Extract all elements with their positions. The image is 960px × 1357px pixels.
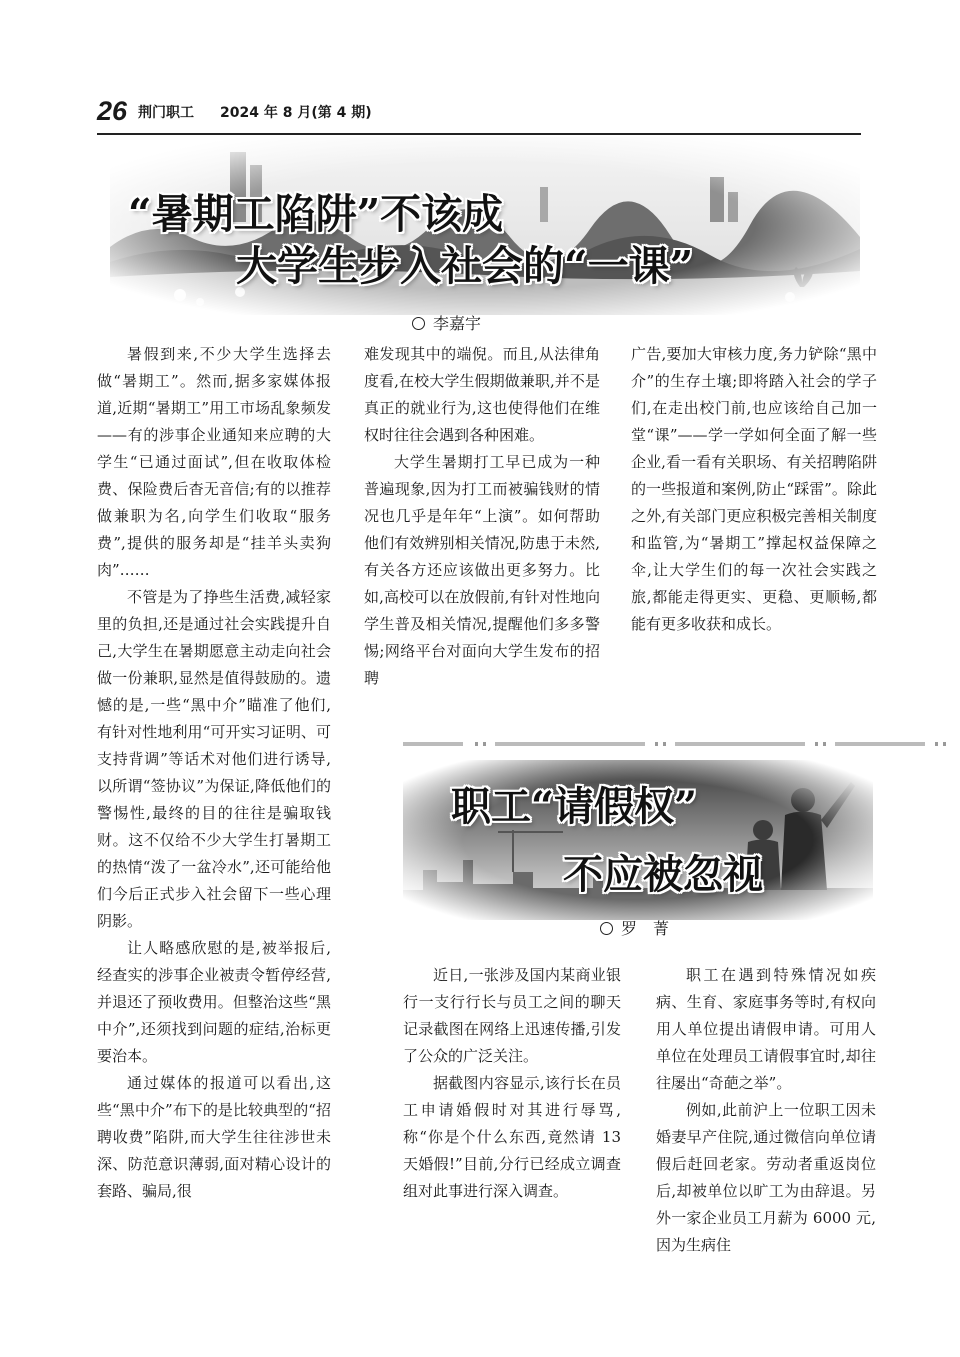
paragraph: 大学生暑期打工早已成为一种普遍现象,因为打工而被骗钱财的情况也几乎是年年“上演”。如何帮助他们有效辨别相关情况,防患于未然,有关各方还应该做出更多努力。比如,高校可以在放假前,有针对性地向学生普及相关情况,提醒他们多多警惕;网络平台对面向大学生发布的招聘 <box>364 453 600 687</box>
article1-column3 <box>631 341 877 638</box>
article1-column1 <box>97 341 331 1205</box>
article2-title-line1: 职工“请假权” <box>451 783 698 830</box>
article2-banner <box>403 760 873 920</box>
article1-author: 李嘉宇 <box>433 314 482 333</box>
article1-byline <box>412 314 481 334</box>
header-rule <box>97 133 861 135</box>
article1-column2 <box>364 341 600 692</box>
paragraph: 职工在遇到特殊情况如疾病、生育、家庭事务等时,有权向用人单位提出请假申请。可用人单位在处理员工请假事宜时,却往往屡出“奇葩之举”。 <box>656 966 876 1092</box>
page-number: 26 <box>97 96 128 126</box>
article2-column2 <box>656 962 876 1259</box>
circle-icon <box>600 922 613 935</box>
paragraph: 据截图内容显示,该行长在员工申请婚假时对其进行辱骂,称“你是个什么东西,竟然请 13 天婚假!”目前,分行已经成立调查组对此事进行深入调查。 <box>403 1074 621 1200</box>
paragraph: 难发现其中的端倪。而且,从法律角度看,在校大学生假期做兼职,并不是真正的就业行为,这也使得他们在维权时往往会遇到各种困难。 <box>364 345 600 444</box>
article2-author: 罗 菁 <box>621 919 670 938</box>
paragraph: 近日,一张涉及国内某商业银行一支行行长与员工之间的聊天记录截图在网络上迅速传播,引发了公众的广泛关注。 <box>403 966 621 1065</box>
paragraph: 例如,此前沪上一位职工因未婚妻早产住院,通过微信向单位请假后赶回老家。劳动者重返岗位后,却被单位以旷工为由辞退。另外一家企业员工月薪为 6000 元,因为生病住 <box>656 1101 876 1254</box>
issue-date: 2024 年 8 月(第 4 期) <box>220 105 372 121</box>
article2-column1 <box>403 962 621 1205</box>
paragraph: 广告,要加大审核力度,务力铲除“黑中介”的生存土壤;即将踏入社会的学子们,在走出校门前,也应该给自己加一堂“课”——学一学如何全面了解一些企业,看一看有关职场、有关招聘陷阱的一些报道和案例,防止“踩雷”。除此之外,有关部门更应积极完善相关制度和监管,为“暑期工”撑起权益保障之伞,让大学生们的每一次社会实践之旅,都能走得更实、更稳、更顺畅,都能有更多收获和成长。 <box>631 345 877 633</box>
paragraph: 让人略感欣慰的是,被举报后,经查实的涉事企业被责令暂停经营,并退还了预收费用。但整治这些“黑中介”,还须找到问题的症结,治标更要治本。 <box>97 939 331 1065</box>
publication-name: 荆门职工 <box>138 105 194 121</box>
paragraph: 不管是为了挣些生活费,减轻家里的负担,还是通过社会实践提升自己,大学生在暑期愿意主动走向社会做一份兼职,显然是值得鼓励的。遗憾的是,一些“黑中介”瞄准了他们,有针对性地利用“可开实习证明、可支持背调”等话术对他们进行诱导,以所谓“签协议”为保证,降低他们的警惕性,最终的目的往往是骗取钱财。这不仅给不少大学生打暑期工的热情“泼了一盆冷水”,还可能给他们今后正式步入社会留下一些心理阴影。 <box>97 588 331 930</box>
article2-title-line2: 不应被忽视 <box>563 851 763 898</box>
article1-title-line2: 大学生步入社会的“一课” <box>236 242 694 290</box>
paragraph: 通过媒体的报道可以看出,这些“黑中介”布下的是比较典型的“招聘收费”陷阱,而大学生往往涉世未深、防范意识薄弱,面对精心设计的套路、骗局,很 <box>97 1074 331 1200</box>
article1-banner <box>110 137 860 315</box>
article-separator <box>403 741 960 747</box>
article1-title-line1: “暑期工陷阱”不该成 <box>128 190 504 238</box>
circle-icon <box>412 317 425 330</box>
article2-byline <box>600 919 669 939</box>
paragraph: 暑假到来,不少大学生选择去做“暑期工”。然而,据多家媒体报道,近期“暑期工”用工市场乱象频发——有的涉事企业通知来应聘的大学生“已通过面试”,但在收取体检费、保险费后杳无音信;有的以推荐做兼职为名,向学生们收取“服务费”,提供的服务却是“挂羊头卖狗肉”…… <box>97 345 331 579</box>
